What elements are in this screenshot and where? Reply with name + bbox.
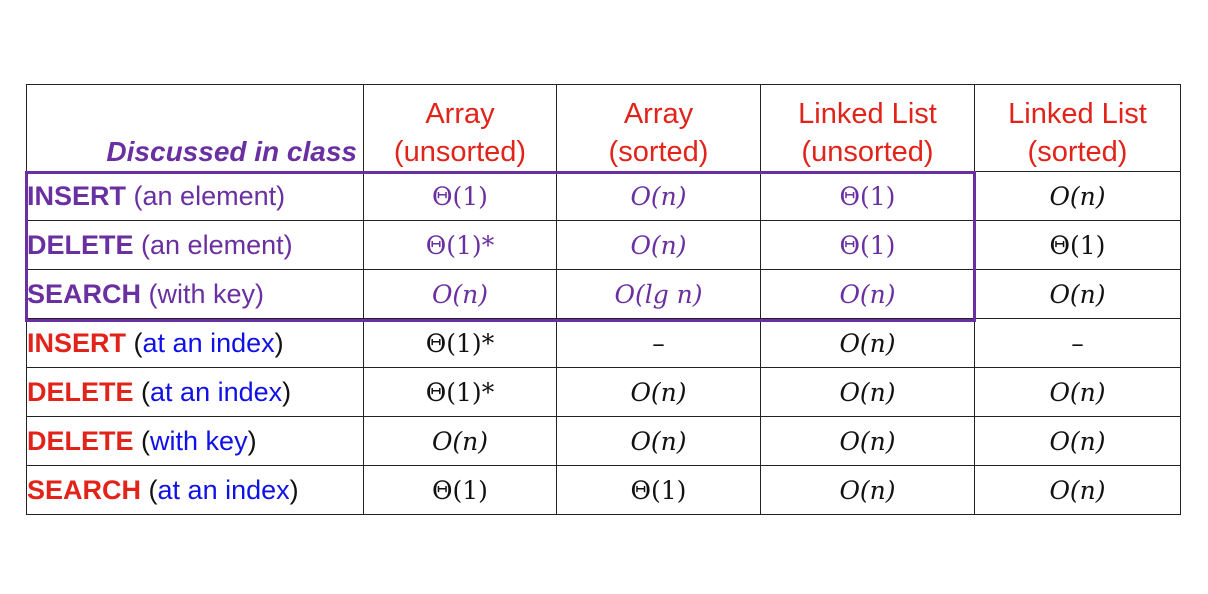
table-row: [27, 368, 1181, 417]
complexity-cell: O(n): [761, 270, 975, 319]
complexity-cell: O(n): [761, 466, 975, 515]
complexity-cell: O(n): [975, 172, 1181, 221]
table-row: [27, 319, 1181, 368]
complexity-cell: –: [975, 319, 1181, 368]
complexity-cell: O(n): [975, 368, 1181, 417]
complexity-cell: Θ(1): [364, 466, 557, 515]
complexity-cell: O(n): [364, 417, 557, 466]
table-row: [27, 466, 1181, 515]
col-header-array-unsorted: Array (unsorted): [364, 85, 557, 172]
operation-label: INSERT (an element): [27, 172, 364, 221]
col-header-linked-list-unsorted: Linked List (unsorted): [761, 85, 975, 172]
operation-label: DELETE (an element): [27, 221, 364, 270]
complexity-cell: O(n): [557, 172, 761, 221]
operation-label: DELETE (with key): [27, 417, 364, 466]
table-row: [27, 270, 1181, 319]
complexity-cell: O(n): [975, 466, 1181, 515]
complexity-cell: O(n): [761, 417, 975, 466]
complexity-cell: O(n): [557, 417, 761, 466]
complexity-cell: O(n): [761, 368, 975, 417]
complexity-cell: Θ(1)*: [364, 368, 557, 417]
complexity-cell: –: [557, 319, 761, 368]
col-header-linked-list-sorted: Linked List (sorted): [975, 85, 1181, 172]
complexity-cell: Θ(1)*: [364, 221, 557, 270]
operation-label: INSERT (at an index): [27, 319, 364, 368]
complexity-cell: Θ(1): [557, 466, 761, 515]
complexity-cell: Θ(1): [761, 172, 975, 221]
header-row: [27, 85, 1181, 172]
operation-label: DELETE (at an index): [27, 368, 364, 417]
complexity-cell: Θ(1): [364, 172, 557, 221]
complexity-cell: O(n): [975, 417, 1181, 466]
col-header-array-sorted: Array (sorted): [557, 85, 761, 172]
complexity-cell: O(n): [364, 270, 557, 319]
complexity-cell: Θ(1): [975, 221, 1181, 270]
table-row: [27, 172, 1181, 221]
table-row: [27, 221, 1181, 270]
complexity-cell: O(lg n): [557, 270, 761, 319]
complexity-table: [26, 84, 1181, 515]
complexity-cell: O(n): [761, 319, 975, 368]
discussed-in-class-label: Discussed in class: [27, 85, 364, 172]
complexity-cell: Θ(1): [761, 221, 975, 270]
table-row: [27, 417, 1181, 466]
complexity-cell: O(n): [557, 221, 761, 270]
complexity-cell: Θ(1)*: [364, 319, 557, 368]
complexity-cell: O(n): [975, 270, 1181, 319]
complexity-cell: O(n): [557, 368, 761, 417]
operation-label: SEARCH (at an index): [27, 466, 364, 515]
operation-label: SEARCH (with key): [27, 270, 364, 319]
